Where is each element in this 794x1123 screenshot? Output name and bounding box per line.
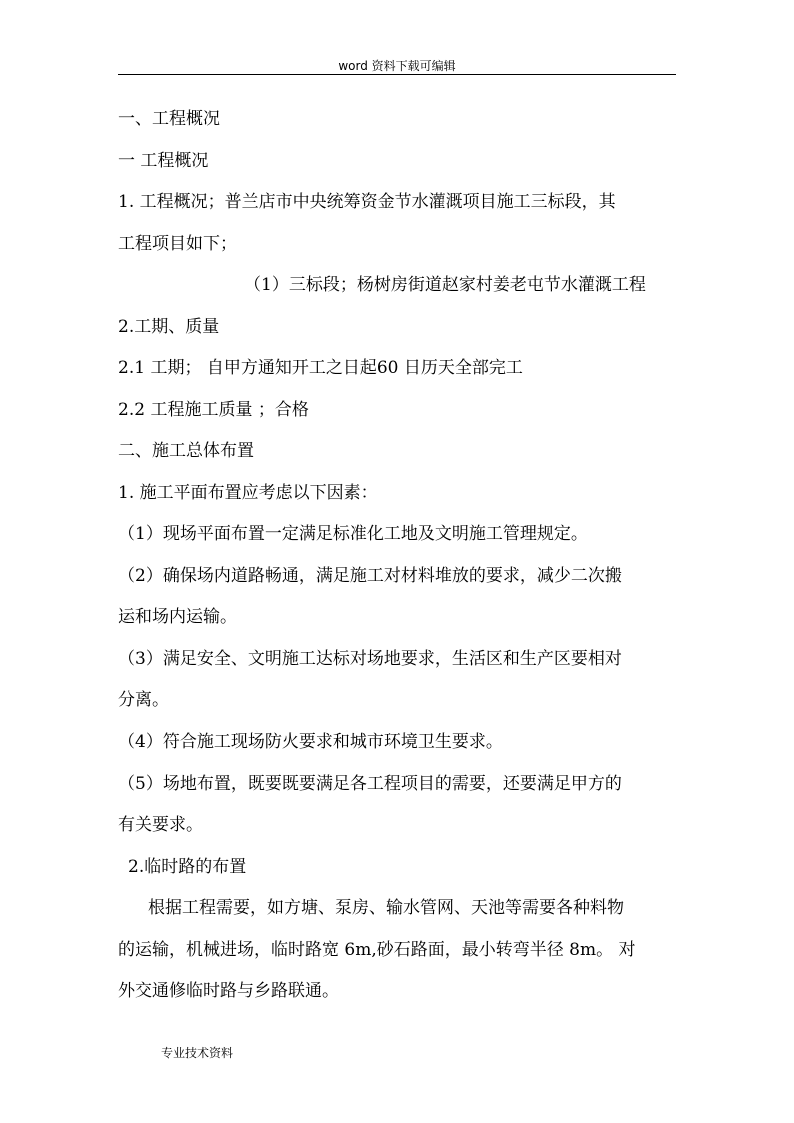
paragraph-line: 2.2 工程施工质量 ；合格 <box>118 400 309 420</box>
paragraph-line: 根据工程需要，如方塘、泵房、输水管网、天池等需要各种料物 <box>148 898 624 918</box>
subsection-heading: 2.工期、质量 <box>118 317 220 337</box>
list-item: （5）场地布置，既要既要满足各工程项目的需要，还要满足甲方的 <box>118 774 622 794</box>
list-item: （4）符合施工现场防火要求和城市环境卫生要求。 <box>118 732 503 752</box>
header-rule <box>118 74 676 75</box>
section-heading: 二、施工总体布置 <box>118 441 254 461</box>
section-heading: 一、工程概况 <box>118 109 220 129</box>
paragraph-line: 1. 工程概况；普兰店市中央统筹资金节水灌溉项目施工三标段，其 <box>118 192 616 212</box>
paragraph-line: （1）三标段；杨树房街道赵家村姜老屯节水灌溉工程 <box>244 275 646 295</box>
list-item: （3）满足安全、文明施工达标对场地要求，生活区和生产区要相对 <box>118 649 622 669</box>
paragraph-line: 2.1 工期； 自甲方通知开工之日起60 日历天全部完工 <box>118 358 523 378</box>
subsection-heading: 一 工程概况 <box>118 151 209 171</box>
paragraph-line: 外交通修临时路与乡路联通。 <box>118 981 339 1001</box>
paragraph-line: 工程项目如下； <box>118 234 237 254</box>
page-footer: 专业技术资料 <box>161 1046 234 1060</box>
page-header: word 资料下载可编辑 <box>338 59 456 73</box>
subsection-heading: 1. 施工平面布置应考虑以下因素： <box>118 483 378 503</box>
list-item: （1）现场平面布置一定满足标准化工地及文明施工管理规定。 <box>118 524 588 544</box>
list-item-continuation: 分离。 <box>118 690 169 710</box>
list-item-continuation: 运和场内运输。 <box>118 607 237 627</box>
subsection-heading: 2.临时路的布置 <box>128 857 247 877</box>
list-item: （2）确保场内道路畅通，满足施工对材料堆放的要求，减少二次搬 <box>118 566 622 586</box>
list-item-continuation: 有关要求。 <box>118 815 203 835</box>
paragraph-line: 的运输，机械进场，临时路宽 6m,砂石路面，最小转弯半径 8m。 对 <box>118 940 636 960</box>
